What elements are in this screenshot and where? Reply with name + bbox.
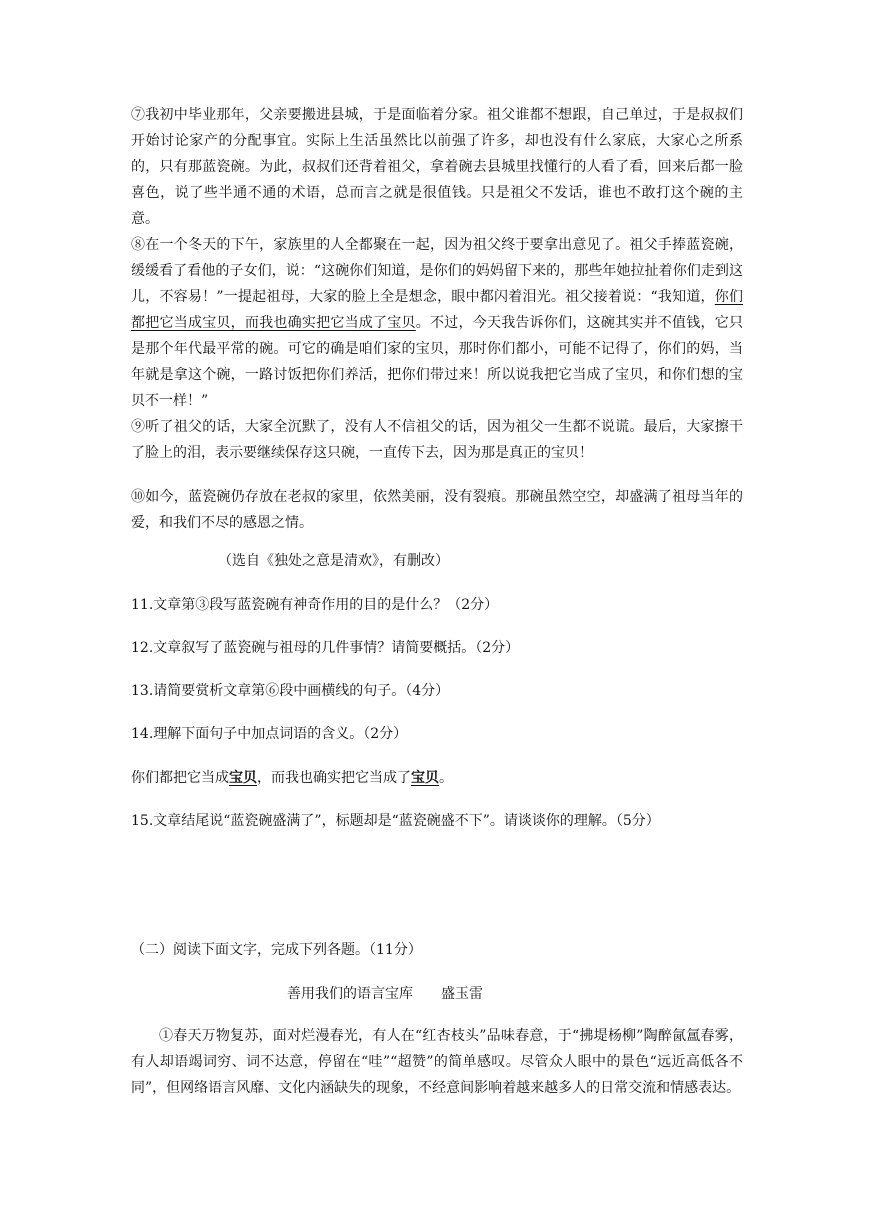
question-14: 14.理解下面句子中加点词语的含义。（2分） [131,726,408,742]
article-title-line [287,981,687,1007]
article-author: 盛玉雷 [441,986,483,1002]
question-12: 12.文章叙写了蓝瓷碗与祖母的几件事情？请简要概括。（2分） [131,640,520,656]
question-11: 11.文章第③段写蓝瓷碗有神奇作用的目的是什么？（2分） [131,597,499,613]
section-2-heading: （二）阅读下面文字，完成下列各题。（11分） [131,942,422,958]
q14-text-3: 。 [439,770,453,786]
source-note: （选自《独处之意是清欢》，有删改） [218,553,449,569]
dotted-keyword-1: 宝贝 [229,770,257,786]
question-15: 15.文章结尾说“蓝瓷碗盛满了”，标题却是“蓝瓷碗盛不下”。请谈谈你的理解。（5分） [131,813,660,829]
question-14-sentence [131,765,743,791]
article-title: 善用我们的语言宝库 [287,986,413,1002]
underlined-sentence: 你们都把它当成宝贝，而我也确实把它当成了宝贝 [131,289,744,331]
question-13: 13.请简要赏析文章第⑥段中画横线的句子。（4分） [131,683,450,699]
paragraph-10: ⑩如今，蓝瓷碗仍存放在老叔的家里，依然美丽，没有裂痕。那碗虽然空空，却盛满了祖母当年的爱，和我们不尽的感恩之情。 [131,489,743,531]
q14-text-1: 你们都把它当成 [131,770,229,786]
paragraph-9: ⑨听了祖父的话，大家全沉默了，没有人不信祖父的话，因为祖父一生都不说谎。最后，大家擦干了脸上的泪，表示要继续保存这只碗，一直传下去，因为那是真正的宝贝！ [131,419,743,461]
q14-text-2: ，而我也确实把它当成了 [257,770,411,786]
paragraph-7: ⑦我初中毕业那年，父亲要搬进县城，于是面临着分家。祖父谁都不想跟，自己单过，于是叔叔们开始讨论家产的分配事宜。实际上生活虽然比以前强了许多，却也没有什么家底，大家心之所系的，只有那蓝瓷碗。为此，叔叔们还背着祖父，拿着碗去县城里找懂行的人看了看，回来后都一脸喜色，说了些半通不通的术语，总而言之就是很值钱。只是祖父不发话，谁也不敢打这个碗的主意。 [131,107,743,227]
paragraph-8-part-b: 。不过，今天我告诉你们，这碗其实并不值钱，它只是那个年代最平常的碗。可它的确是咱们家的宝贝，那时你们都小，可能不记得了，你们的妈，当年就是拿这个碗，一路讨饭把你们养活，把你们带过来！所以说我把它当成了宝贝，和你们想的宝贝不一样！” [131,315,744,409]
paragraph-8-part-a: ⑧在一个冬天的下午，家族里的人全都聚在一起，因为祖父终于要拿出意见了。祖父手捧蓝瓷碗，缓缓看了看他的子女们，说：“这碗你们知道，是你们的妈妈留下来的，那些年她拉扯着你们走到这儿，不容易！”一提起祖母，大家的脸上全是想念，眼中都闪着泪光。祖父接着说：“我知道， [131,237,743,305]
paragraph-8 [131,232,743,414]
dotted-keyword-2: 宝贝 [411,770,439,786]
section-2-paragraph-1: ①春天万物复苏，面对烂漫春光，有人在“红杏枝头”品味春意，于“拂堤杨柳”陶醉氤氲春雾，有人却语竭词穷、词不达意，停留在“哇”“超赞”的简单感叹。尽管众人眼中的景色“远近高低各不同”，但网络语言风靡、文化内涵缺失的现象，不经意间影响着越来越多人的日常交流和情感表达。 [131,1028,743,1096]
